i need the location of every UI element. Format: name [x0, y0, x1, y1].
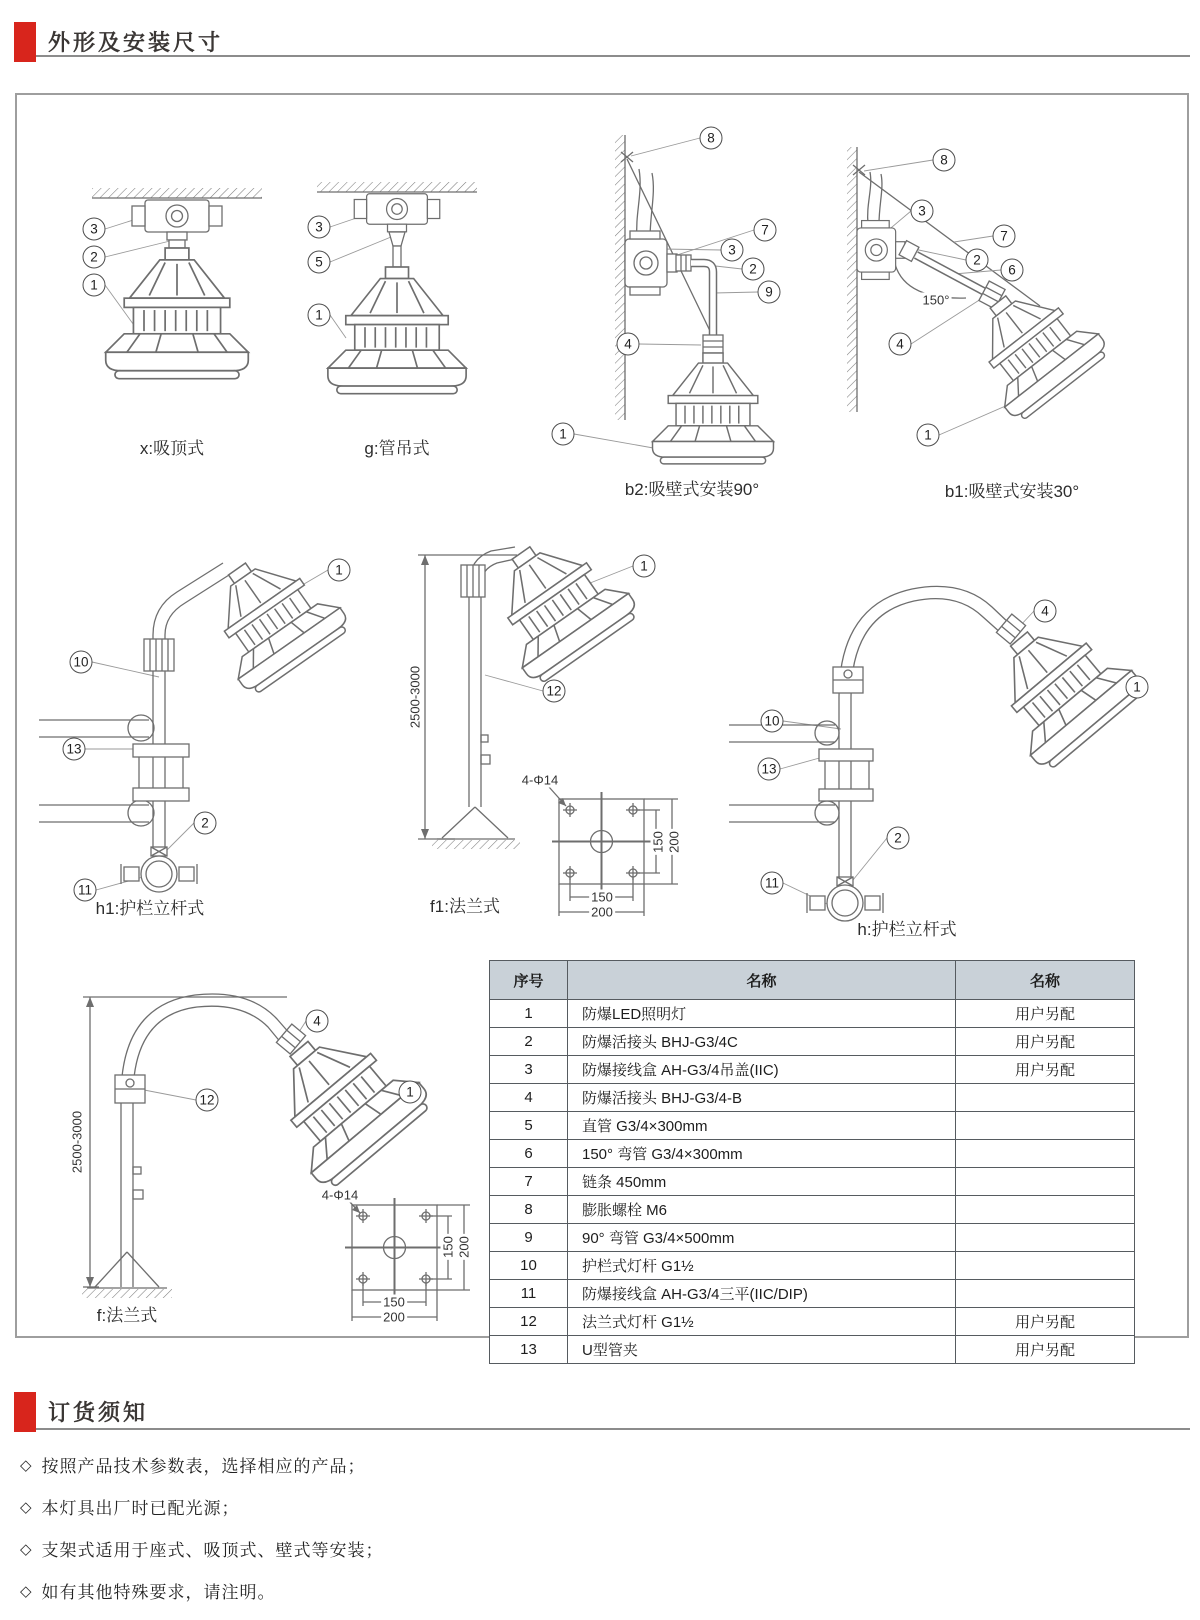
parts-table-header-row [490, 961, 1135, 1000]
parts-table-wrap [489, 960, 1135, 1364]
dimension-label: 200 [383, 1309, 405, 1325]
callout-bubble-7: 7 [993, 225, 1016, 248]
section-accent-bar [14, 22, 36, 62]
parts-table-cell: 9 [490, 1224, 568, 1252]
figure-label: f:法兰式 [96, 1306, 158, 1325]
callout-bubble-8: 8 [700, 127, 723, 150]
note-text: 支架式适用于座式、吸顶式、壁式等安装； [41, 1541, 384, 1560]
parts-table-cell: 防爆LED照明灯 [568, 1000, 956, 1028]
parts-table-header-cell: 名称 [956, 961, 1135, 1000]
parts-table-cell: 法兰式灯杆 G1½ [568, 1308, 956, 1336]
callout-bubble-6: 6 [1001, 259, 1024, 282]
parts-table-cell: U型管夹 [568, 1336, 956, 1364]
parts-table-cell: 防爆接线盒 AH-G3/4三平(IIC/DIP) [568, 1280, 956, 1308]
callout-bubble-2: 2 [83, 246, 106, 269]
parts-table-cell [956, 1280, 1135, 1308]
parts-table-row [490, 1252, 1135, 1280]
figure-guardrail-pole-h1 [37, 517, 397, 927]
figure-flange-pole-f1 [397, 507, 727, 927]
parts-table-cell [956, 1112, 1135, 1140]
parts-table-cell [956, 1196, 1135, 1224]
diamond-bullet-icon: ◇ [20, 1498, 32, 1516]
parts-table-row [490, 1168, 1135, 1196]
callout-bubble-4: 4 [1034, 600, 1057, 623]
parts-table-cell [956, 1168, 1135, 1196]
note-text: 如有其他特殊要求，请注明。 [41, 1583, 276, 1602]
parts-table-cell: 防爆活接头 BHJ-G3/4C [568, 1028, 956, 1056]
callout-bubble-3: 3 [308, 216, 331, 239]
parts-table-row [490, 1336, 1135, 1364]
parts-table-cell: 防爆接线盒 AH-G3/4吊盖(IIC) [568, 1056, 956, 1084]
wall-mount-30-drawing [832, 132, 1122, 502]
dimension-label: 150 [650, 831, 666, 853]
flange-pole-f1-drawing [397, 507, 727, 927]
parts-table-row [490, 1112, 1135, 1140]
parts-table-cell: 用户另配 [956, 1336, 1135, 1364]
parts-table-row [490, 1056, 1135, 1084]
dimension-label: 4-Φ14 [321, 1187, 359, 1203]
callout-bubble-13: 13 [63, 738, 86, 761]
ordering-notes [20, 1452, 384, 1620]
parts-table-cell: 膨胀螺栓 M6 [568, 1196, 956, 1224]
figure-pipe-pendant [302, 142, 492, 462]
flange-gooseneck-drawing [37, 957, 477, 1332]
parts-table-row [490, 1280, 1135, 1308]
parts-table-cell: 直管 G3/4×300mm [568, 1112, 956, 1140]
parts-table-cell: 用户另配 [956, 1028, 1135, 1056]
note-text: 本灯具出厂时已配光源； [41, 1499, 240, 1518]
callout-bubble-12: 12 [543, 680, 566, 703]
callout-bubble-8: 8 [933, 149, 956, 172]
figure-label: h1:护栏立杆式 [95, 899, 205, 918]
callout-bubble-3: 3 [911, 200, 934, 223]
pipe-pendant-drawing [302, 142, 492, 462]
figure-label: b2:吸壁式安装90° [624, 480, 760, 499]
figure-ceiling-mount [62, 142, 292, 462]
callout-bubble-7: 7 [754, 219, 777, 242]
section-rule [36, 55, 1190, 57]
dimension-label: 2500-3000 [69, 1110, 85, 1174]
callout-bubble-1: 1 [308, 304, 331, 327]
callout-bubble-1: 1 [328, 559, 351, 582]
parts-table [489, 960, 1135, 1364]
parts-table-cell: 13 [490, 1336, 568, 1364]
callout-bubble-3: 3 [83, 218, 106, 241]
parts-table-cell: 5 [490, 1112, 568, 1140]
figure-guardrail-gooseneck-h [727, 547, 1157, 937]
section-title-outline: 外形及安装尺寸 [48, 30, 224, 55]
dimension-label: 200 [591, 904, 613, 920]
callout-bubble-9: 9 [758, 281, 781, 304]
guardrail-gooseneck-drawing [727, 547, 1157, 937]
figure-wall-mount-90 [547, 117, 782, 502]
section-accent-bar [14, 1392, 36, 1432]
figure-label: g:管吊式 [364, 439, 430, 458]
parts-table-cell: 10 [490, 1252, 568, 1280]
callout-bubble-2: 2 [742, 258, 765, 281]
figure-label: x:吸顶式 [139, 439, 205, 458]
callout-bubble-4: 4 [889, 333, 912, 356]
parts-table-cell: 护栏式灯杆 G1½ [568, 1252, 956, 1280]
parts-table-cell: 链条 450mm [568, 1168, 956, 1196]
figure-flange-gooseneck-f [37, 957, 477, 1332]
figure-label: f1:法兰式 [430, 897, 500, 916]
dimension-label: 150 [440, 1236, 456, 1258]
parts-table-cell: 2 [490, 1028, 568, 1056]
parts-table-cell: 用户另配 [956, 1056, 1135, 1084]
callout-bubble-2: 2 [194, 812, 217, 835]
callout-bubble-4: 4 [306, 1010, 329, 1033]
parts-table-cell: 90° 弯管 G3/4×500mm [568, 1224, 956, 1252]
callout-bubble-12: 12 [196, 1089, 219, 1112]
parts-table-cell: 防爆活接头 BHJ-G3/4-B [568, 1084, 956, 1112]
parts-table-cell: 用户另配 [956, 1000, 1135, 1028]
callout-bubble-1: 1 [552, 423, 575, 446]
parts-table-header-cell: 名称 [568, 961, 956, 1000]
figure-wall-mount-30 [832, 132, 1122, 502]
dimension-label: 200 [666, 831, 682, 853]
parts-table-cell: 12 [490, 1308, 568, 1336]
parts-table-cell [956, 1224, 1135, 1252]
note-line [20, 1452, 384, 1477]
note-line [20, 1536, 384, 1561]
callout-bubble-2: 2 [966, 249, 989, 272]
figure-label: b1:吸壁式安装30° [944, 482, 1080, 501]
dimension-label: 4-Φ14 [521, 772, 559, 788]
callout-bubble-10: 10 [70, 651, 93, 674]
dimension-label: 150 [591, 889, 613, 905]
callout-bubble-4: 4 [617, 333, 640, 356]
callout-bubble-11: 11 [761, 872, 784, 895]
note-text: 按照产品技术参数表，选择相应的产品； [41, 1457, 366, 1476]
callout-bubble-1: 1 [917, 424, 940, 447]
section-title-order: 订货须知 [48, 1400, 149, 1425]
parts-table-row [490, 1084, 1135, 1112]
dimension-label: 150 [383, 1294, 405, 1310]
callout-bubble-1: 1 [399, 1081, 422, 1104]
parts-table-row [490, 1308, 1135, 1336]
parts-table-cell [956, 1252, 1135, 1280]
parts-table-cell: 3 [490, 1056, 568, 1084]
parts-table-cell [956, 1140, 1135, 1168]
callout-bubble-1: 1 [83, 274, 106, 297]
parts-table-cell: 150° 弯管 G3/4×300mm [568, 1140, 956, 1168]
callout-bubble-11: 11 [74, 879, 97, 902]
figure-label: h:护栏立杆式 [857, 920, 957, 939]
parts-table-cell: 1 [490, 1000, 568, 1028]
callout-bubble-2: 2 [887, 827, 910, 850]
dimension-label: 200 [456, 1236, 472, 1258]
parts-table-cell [956, 1084, 1135, 1112]
parts-table-row [490, 1140, 1135, 1168]
parts-table-row [490, 1224, 1135, 1252]
parts-table-row [490, 1028, 1135, 1056]
parts-table-header-cell: 序号 [490, 961, 568, 1000]
callout-bubble-10: 10 [761, 710, 784, 733]
ceiling-mount-drawing [62, 142, 292, 462]
note-line [20, 1578, 384, 1603]
parts-table-cell: 用户另配 [956, 1308, 1135, 1336]
diagram-frame [15, 93, 1189, 1359]
callout-bubble-3: 3 [721, 239, 744, 262]
parts-table-cell: 6 [490, 1140, 568, 1168]
parts-table-cell: 8 [490, 1196, 568, 1224]
section-rule [36, 1428, 1190, 1430]
parts-table-cell: 11 [490, 1280, 568, 1308]
diamond-bullet-icon: ◇ [20, 1540, 32, 1558]
parts-table-cell: 4 [490, 1084, 568, 1112]
parts-table-cell: 7 [490, 1168, 568, 1196]
diamond-bullet-icon: ◇ [20, 1456, 32, 1474]
callout-bubble-13: 13 [758, 758, 781, 781]
parts-table-row [490, 1000, 1135, 1028]
callout-bubble-1: 1 [633, 555, 656, 578]
wall-mount-90-drawing [547, 117, 782, 502]
note-line [20, 1494, 384, 1519]
callout-bubble-5: 5 [308, 251, 331, 274]
dimension-label: 150° [922, 292, 950, 308]
parts-table-row [490, 1196, 1135, 1224]
diamond-bullet-icon: ◇ [20, 1582, 32, 1600]
callout-bubble-1: 1 [1126, 676, 1149, 699]
dimension-label: 2500-3000 [407, 665, 423, 729]
